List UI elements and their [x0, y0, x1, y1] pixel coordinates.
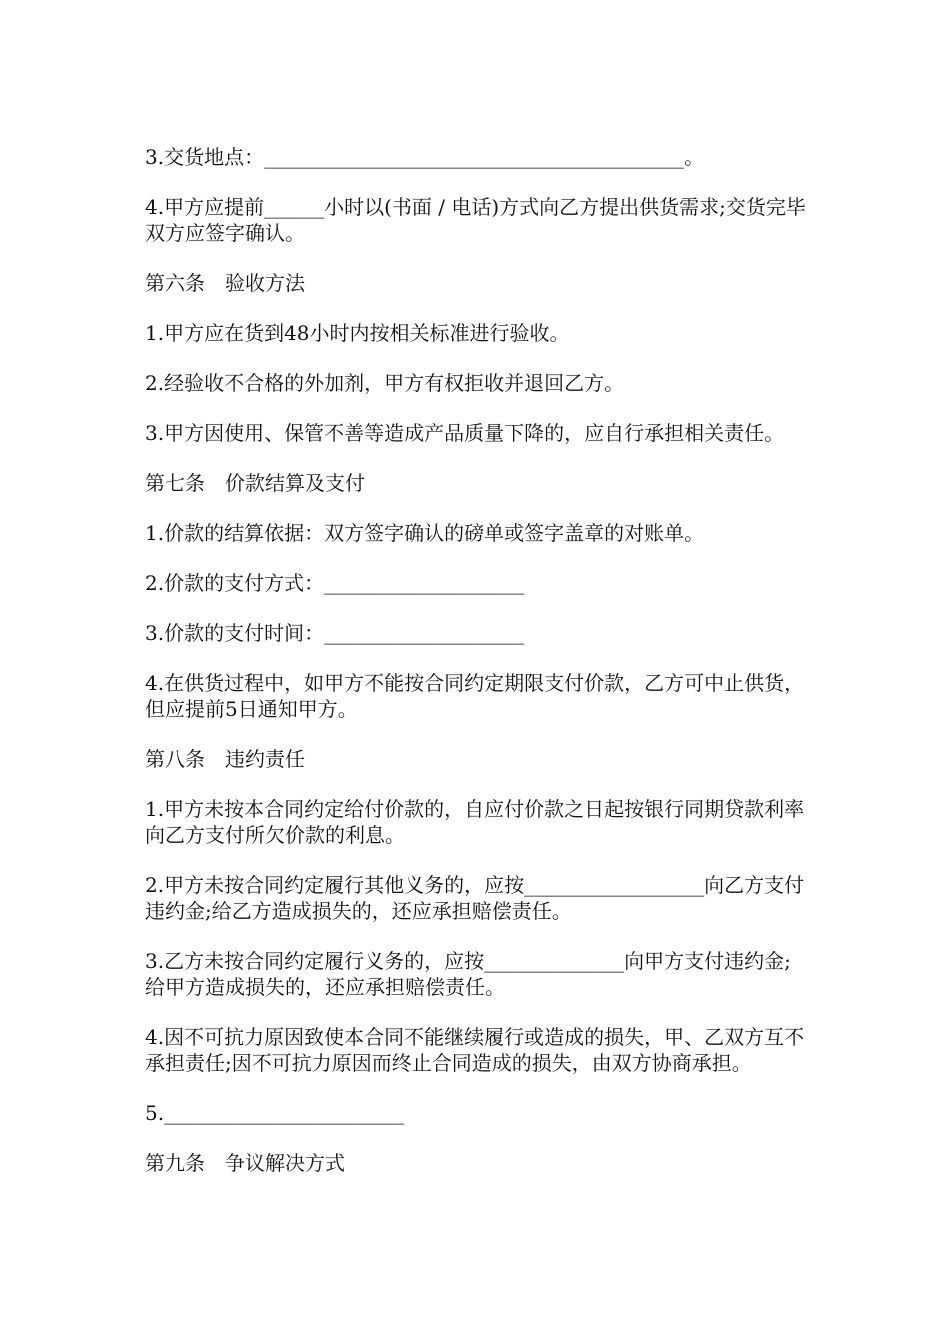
- clause-blank-5: 5.________________________: [145, 1101, 405, 1125]
- clause-settlement-basis: 1.价款的结算依据：双方签字确认的磅单或签字盖章的对账单。: [145, 521, 705, 545]
- article-7-heading: 第七条 价款结算及支付: [145, 471, 365, 495]
- clause-payment-time: 3.价款的支付时间：____________________: [145, 621, 525, 645]
- clause-payment-method: 2.价款的支付方式：____________________: [145, 571, 525, 595]
- article-6-heading: 第六条 验收方法: [145, 271, 305, 295]
- clause-party-b-penalty: 3.乙方未按合同约定履行义务的，应按______________向甲方支付违约金;给甲方造成损失的，还应承担赔偿责任。: [145, 949, 791, 999]
- clause-supply-request: 4.甲方应提前______小时以(书面 / 电话)方式向乙方提出供货需求;交货完毕双方应签字确认。: [145, 195, 806, 245]
- document-page: [145, 144, 810, 1200]
- clause-inspection-time: 1.甲方应在货到48小时内按相关标准进行验收。: [145, 321, 570, 345]
- article-9-heading: 第九条 争议解决方式: [145, 1151, 345, 1175]
- clause-late-payment-interest: 1.甲方未按本合同约定给付价款的，自应付价款之日起按银行同期贷款利率向乙方支付所欠价款的利息。: [145, 797, 805, 847]
- clause-force-majeure: 4.因不可抗力原因致使本合同不能继续履行或造成的损失，甲、乙双方互不承担责任;因不可抗力原因而终止合同造成的损失，由双方协商承担。: [145, 1025, 805, 1075]
- clause-party-a-penalty: 2.甲方未按合同约定履行其他义务的，应按__________________向乙方支付违约金;给乙方造成损失的，还应承担赔偿责任。: [145, 873, 805, 923]
- article-8-heading: 第八条 违约责任: [145, 747, 305, 771]
- clause-delivery-location: 3.交货地点：__________________________________________。: [145, 145, 705, 169]
- clause-suspend-supply: 4.在供货过程中，如甲方不能按合同约定期限支付价款，乙方可中止供货，但应提前5日通知甲方。: [145, 671, 805, 721]
- clause-quality-responsibility: 3.甲方因使用、保管不善等造成产品质量下降的，应自行承担相关责任。: [145, 421, 785, 445]
- clause-reject-unqualified: 2.经验收不合格的外加剂，甲方有权拒收并退回乙方。: [145, 371, 625, 395]
